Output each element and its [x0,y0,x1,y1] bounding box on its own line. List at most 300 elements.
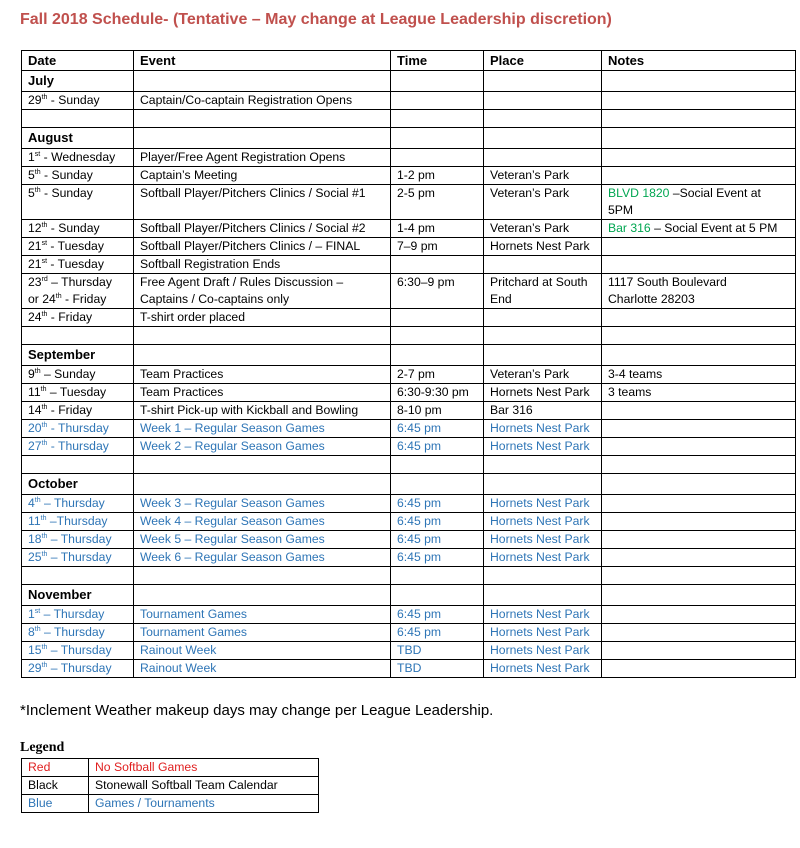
event-cell [134,238,391,256]
venue-name: BLVD 1820 [608,186,670,200]
month-label: August [28,130,73,145]
date-number: 15 [28,643,42,657]
notes-cell [602,309,796,327]
date-cell [22,71,134,92]
date-suffix: th [41,221,48,229]
date-cell [22,660,134,678]
date-weekday: – Tuesday [46,385,107,399]
date-cell [22,585,134,606]
event-cell [134,256,391,274]
event-cell [134,642,391,660]
header-time: Time [391,51,484,71]
time-cell [391,256,484,274]
legend-body [22,759,319,813]
notes-text: Charlotte 28203 [608,292,695,306]
event-text: T-shirt order placed [140,310,245,324]
legend-key: Red [22,759,89,777]
venue-name: Bar 316 [608,221,651,235]
date-number: 27 [28,439,42,453]
legend-row [22,777,319,795]
place-text: Hornets Nest Park [490,239,590,253]
date-suffix: th [41,421,48,429]
notes-cell [602,549,796,567]
time-text: 6:45 pm [397,607,442,621]
date-suffix: th [34,186,41,194]
event-cell [134,274,391,309]
legend-row [22,795,319,813]
place-cell [484,567,602,585]
time-cell [391,366,484,384]
date-suffix: st [34,150,41,158]
date-number: 11 [28,514,41,528]
event-cell [134,402,391,420]
notes-cell [602,660,796,678]
date-weekday: - Friday [61,292,107,306]
event-cell [134,309,391,327]
time-cell [391,185,484,220]
event-text: Week 3 – Regular Season Games [140,496,325,510]
place-cell [484,274,602,309]
place-cell [484,128,602,149]
notes-text: 1117 South Boulevard [608,275,727,289]
place-cell [484,642,602,660]
header-notes: Notes [602,51,796,71]
event-cell [134,110,391,128]
notes-cell [602,327,796,345]
place-cell [484,495,602,513]
notes-cell [602,456,796,474]
time-cell [391,345,484,366]
place-cell [484,624,602,642]
notes-cell [602,128,796,149]
date-cell [22,366,134,384]
place-cell [484,549,602,567]
notes-cell [602,167,796,185]
date-cell [22,474,134,495]
event-text: Week 6 – Regular Season Games [140,550,325,564]
table-row [22,149,796,167]
table-row [22,384,796,402]
table-row [22,92,796,110]
date-cell [22,128,134,149]
spacer-row [22,456,796,474]
date-weekday: – Sunday [40,367,96,381]
place-text: Hornets Nest Park [490,439,590,453]
table-row [22,309,796,327]
event-text: Week 4 – Regular Season Games [140,514,325,528]
table-row [22,274,796,309]
place-text: Veteran’s Park [490,367,570,381]
time-text: 6:30–9 pm [397,275,455,289]
legend-row [22,759,319,777]
notes-cell [602,585,796,606]
date-number: 24 [42,292,56,306]
notes-cell [602,567,796,585]
date-suffix: th [55,292,62,300]
date-cell [22,606,134,624]
date-cell [22,495,134,513]
time-text: 6:45 pm [397,532,442,546]
place-cell [484,384,602,402]
event-cell [134,167,391,185]
place-cell [484,185,602,220]
date-weekday: - Sunday [47,221,100,235]
date-number: 23 [28,275,42,289]
event-cell [134,456,391,474]
date-weekday: – Thursday [47,275,112,289]
date-number: 5 [28,168,35,182]
notes-text: –Social Event at 5PM [608,186,761,217]
month-row [22,585,796,606]
date-weekday: - Sunday [47,93,100,107]
month-label: July [28,73,55,88]
date-weekday: – Thursday [47,661,112,675]
legend-label: No Softball Games [89,759,319,777]
event-cell [134,149,391,167]
event-cell [134,345,391,366]
date-weekday: - Tuesday [47,239,104,253]
place-cell [484,309,602,327]
event-cell [134,128,391,149]
notes-cell [602,606,796,624]
time-cell [391,438,484,456]
date-number: 5 [28,186,35,200]
month-label: October [28,476,78,491]
event-text: Week 1 – Regular Season Games [140,421,325,435]
event-text: Player/Free Agent Registration Opens [140,150,346,164]
place-cell [484,92,602,110]
date-cell [22,420,134,438]
place-text: Hornets Nest Park [490,607,590,621]
time-cell [391,220,484,238]
date-suffix: th [41,532,48,540]
date-suffix: th [41,439,48,447]
place-cell [484,238,602,256]
date-cell [22,549,134,567]
event-cell [134,71,391,92]
date-suffix: th [34,168,41,176]
date-cell [22,220,134,238]
date-suffix: th [40,514,47,522]
place-text: Hornets Nest Park [490,550,590,564]
event-cell [134,549,391,567]
time-cell [391,71,484,92]
date-number: 25 [28,550,42,564]
time-text: 2-7 pm [397,367,435,381]
date-number: 1 [28,150,35,164]
notes-cell [602,110,796,128]
place-cell [484,531,602,549]
date-number: 24 [28,310,42,324]
time-cell [391,606,484,624]
notes-text: 3-4 teams [608,367,663,381]
place-text: End [490,292,512,306]
month-row [22,345,796,366]
event-text: Softball Player/Pitchers Clinics / Social #2 [140,221,366,235]
month-row [22,71,796,92]
date-suffix: th [34,496,41,504]
event-cell [134,567,391,585]
schedule-table [21,50,796,678]
notes-cell [602,513,796,531]
time-text: 6:45 pm [397,496,442,510]
place-cell [484,513,602,531]
event-cell [134,585,391,606]
time-text: 1-4 pm [397,221,435,235]
event-cell [134,92,391,110]
event-text: Rainout Week [140,643,217,657]
date-weekday: - Friday [47,403,93,417]
month-row [22,474,796,495]
date-number: 18 [28,532,42,546]
event-text: Tournament Games [140,607,248,621]
spacer-row [22,567,796,585]
event-text: Team Practices [140,385,224,399]
table-row [22,438,796,456]
table-row [22,495,796,513]
date-cell [22,531,134,549]
legend-table [21,758,319,813]
notes-cell [602,402,796,420]
date-number: 1 [28,607,35,621]
date-number: 11 [28,385,41,399]
place-cell [484,167,602,185]
date-suffix: th [41,661,48,669]
date-cell [22,274,134,309]
table-row [22,167,796,185]
header-event: Event [134,51,391,71]
notes-cell [602,345,796,366]
time-cell [391,402,484,420]
time-cell [391,167,484,185]
notes-text: – Social Event at 5 PM [650,221,778,235]
date-number: 4 [28,496,35,510]
table-header-row [22,51,796,71]
date-weekday: – Thursday [47,643,112,657]
event-text: Rainout Week [140,661,217,675]
place-cell [484,420,602,438]
event-cell [134,513,391,531]
date-suffix: th [41,643,48,651]
event-cell [134,366,391,384]
notes-cell [602,92,796,110]
footnote: *Inclement Weather makeup days may change per League Leadership. [20,702,494,719]
notes-text: 3 teams [608,385,652,399]
date-number: 21 [28,257,42,271]
date-cell [22,642,134,660]
date-cell [22,309,134,327]
date-cell [22,513,134,531]
place-text: Pritchard at South [490,275,588,289]
schedule-body [22,71,796,678]
time-text: 6:45 pm [397,514,442,528]
event-cell [134,660,391,678]
event-text: Free Agent Draft / Rules Discussion – [140,275,344,289]
date-weekday: –Thursday [46,514,108,528]
date-cell [22,256,134,274]
notes-cell [602,274,796,309]
place-cell [484,149,602,167]
place-cell [484,256,602,274]
time-text: 8-10 pm [397,403,442,417]
date-suffix: th [41,93,48,101]
place-cell [484,660,602,678]
date-cell [22,438,134,456]
legend-label: Games / Tournaments [89,795,319,813]
place-cell [484,606,602,624]
table-row [22,238,796,256]
legend-label: Stonewall Softball Team Calendar [89,777,319,795]
time-cell [391,92,484,110]
event-text: Captains / Co-captains only [140,292,290,306]
place-cell [484,220,602,238]
notes-cell [602,185,796,220]
event-cell [134,438,391,456]
spacer-row [22,110,796,128]
event-text: Softball Player/Pitchers Clinics / Social #1 [140,186,366,200]
date-cell [22,110,134,128]
time-cell [391,585,484,606]
place-text: Hornets Nest Park [490,421,590,435]
event-text: Team Practices [140,367,224,381]
date-weekday: - Wednesday [40,150,116,164]
event-text: Week 5 – Regular Season Games [140,532,325,546]
page-title: Fall 2018 Schedule- (Tentative – May change at League Leadership discretion) [20,11,612,28]
date-weekday: – Thursday [40,607,105,621]
date-number: 9 [28,367,35,381]
event-cell [134,495,391,513]
table-row [22,531,796,549]
time-cell [391,531,484,549]
event-text: T-shirt Pick-up with Kickball and Bowling [140,403,359,417]
date-number: 29 [28,93,42,107]
legend-key: Blue [22,795,89,813]
table-row [22,402,796,420]
time-text: 2-5 pm [397,186,435,200]
event-cell [134,327,391,345]
date-cell [22,92,134,110]
place-text: Hornets Nest Park [490,514,590,528]
place-cell [484,474,602,495]
date-number: 20 [28,421,42,435]
date-cell [22,238,134,256]
place-text: Hornets Nest Park [490,532,590,546]
table-row [22,549,796,567]
notes-cell [602,71,796,92]
date-cell [22,384,134,402]
notes-cell [602,256,796,274]
place-cell [484,402,602,420]
table-row [22,256,796,274]
event-text: Softball Player/Pitchers Clinics / – FINAL [140,239,361,253]
date-suffix: st [41,239,48,247]
table-row [22,513,796,531]
notes-cell [602,642,796,660]
place-cell [484,456,602,474]
date-weekday: – Thursday [40,625,105,639]
event-text: Softball Registration Ends [140,257,281,271]
date-cell [22,567,134,585]
date-cell [22,167,134,185]
notes-cell [602,238,796,256]
date-weekday: - Thursday [47,421,109,435]
date-weekday: - Sunday [40,186,93,200]
month-label: November [28,587,92,602]
time-cell [391,513,484,531]
time-cell [391,274,484,309]
time-cell [391,384,484,402]
table-row [22,220,796,238]
event-cell [134,624,391,642]
time-cell [391,327,484,345]
place-text: Hornets Nest Park [490,661,590,675]
time-cell [391,624,484,642]
place-cell [484,366,602,384]
notes-cell [602,220,796,238]
date-number: 21 [28,239,42,253]
time-text: 7–9 pm [397,239,438,253]
legend-title: Legend [20,740,65,755]
time-cell [391,642,484,660]
date-weekday: – Thursday [47,550,112,564]
date-prefix: or [28,292,43,306]
date-suffix: th [34,367,41,375]
legend-key: Black [22,777,89,795]
event-cell [134,185,391,220]
event-cell [134,420,391,438]
event-text: Captain’s Meeting [140,168,238,182]
event-cell [134,384,391,402]
date-suffix: rd [41,275,48,283]
notes-cell [602,495,796,513]
time-cell [391,567,484,585]
time-text: 6:45 pm [397,421,442,435]
event-cell [134,531,391,549]
event-cell [134,474,391,495]
place-text: Bar 316 [490,403,533,417]
header-date: Date [22,51,134,71]
date-weekday: - Tuesday [47,257,104,271]
date-cell [22,402,134,420]
time-cell [391,149,484,167]
notes-cell [602,438,796,456]
time-cell [391,495,484,513]
time-cell [391,474,484,495]
date-number: 12 [28,221,42,235]
place-text: Hornets Nest Park [490,496,590,510]
spacer-row [22,327,796,345]
notes-cell [602,420,796,438]
event-text: Week 2 – Regular Season Games [140,439,325,453]
event-cell [134,606,391,624]
date-suffix: th [40,385,47,393]
time-cell [391,128,484,149]
time-text: 6:45 pm [397,439,442,453]
place-text: Veteran’s Park [490,168,570,182]
time-text: 6:45 pm [397,550,442,564]
table-row [22,366,796,384]
notes-cell [602,384,796,402]
table-row [22,606,796,624]
notes-cell [602,624,796,642]
date-suffix: th [41,550,48,558]
time-cell [391,309,484,327]
time-cell [391,549,484,567]
place-text: Hornets Nest Park [490,625,590,639]
date-number: 8 [28,625,35,639]
place-text: Veteran’s Park [490,186,570,200]
notes-cell [602,366,796,384]
